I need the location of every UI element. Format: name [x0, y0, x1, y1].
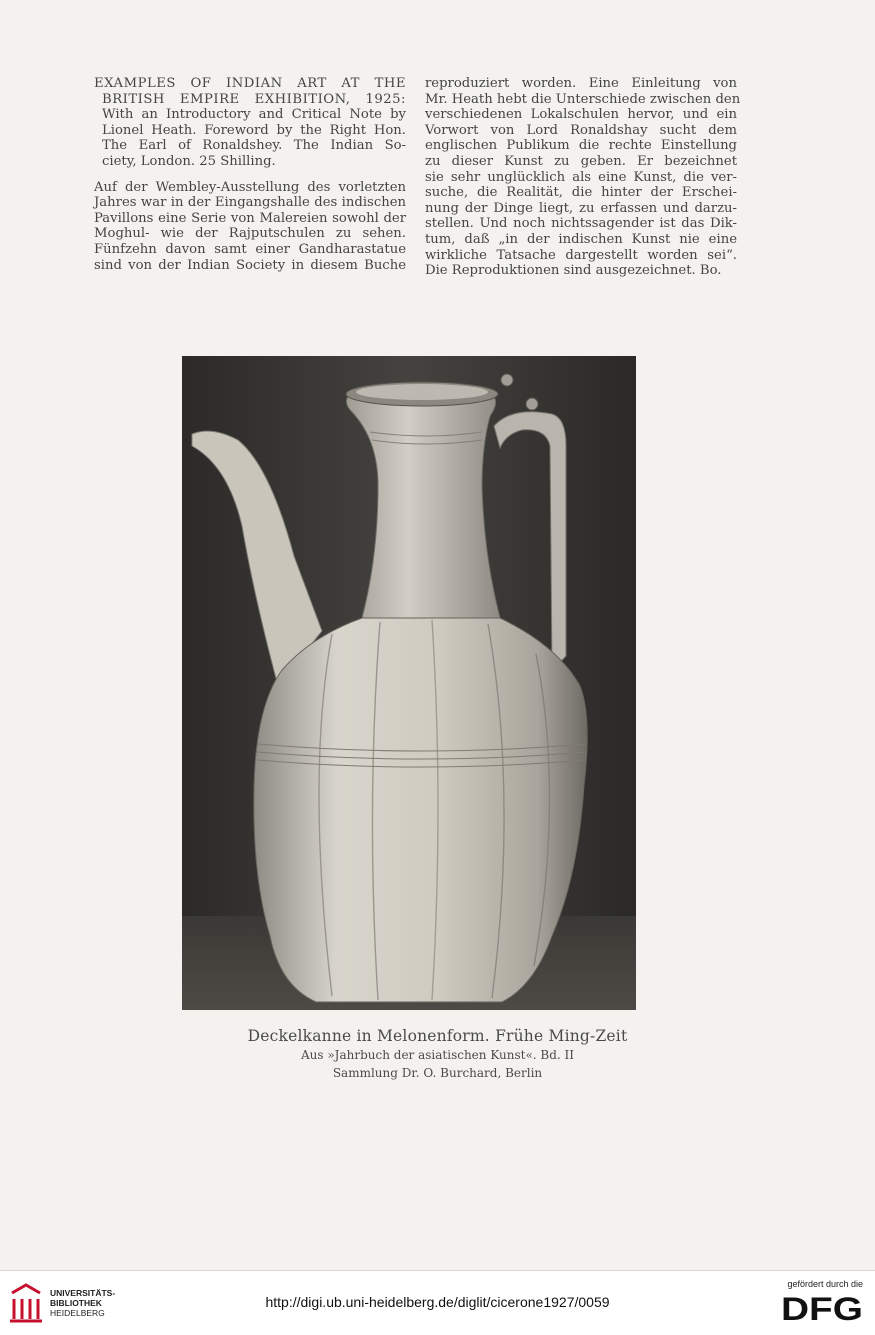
body-line: stellen. Und noch nichtssagender ist das Dik- — [425, 216, 737, 232]
body-line: Fünfzehn davon samt einer Gandharastatue — [94, 241, 406, 257]
library-name-line: BIBLIOTHEK — [50, 1298, 102, 1308]
library-name-line: HEIDELBERG — [50, 1308, 105, 1318]
bib-line: BRITISH EMPIRE EXHIBITION, 1925: — [102, 91, 406, 107]
review-left-column — [94, 76, 406, 273]
digitization-footer — [0, 1270, 875, 1335]
funding-label: gefördert durch die — [787, 1279, 863, 1289]
plate-source: Aus »Jahrbuch der asiatischen Kunst«. Bd. II — [300, 1048, 575, 1062]
ewer-illustration — [182, 356, 636, 1010]
body-line: zu dieser Kunst zu geben. Er bezeichnet — [425, 153, 737, 169]
body-line: tum, daß „in der indischen Kunst nie eine — [425, 231, 737, 247]
bib-line: With an Introductory and Critical Note by — [102, 107, 406, 123]
body-line: suche, die Realität, die hinter der Erschei- — [425, 185, 737, 201]
bib-line: ciety, London. 25 Shilling. — [102, 153, 276, 169]
body-line: reproduziert worden. Eine Einleitung von — [425, 76, 737, 91]
library-name-line: UNIVERSITÄTS- — [50, 1288, 116, 1298]
body-line: nung der Dinge liegt, zu erfassen und darzu- — [425, 200, 737, 216]
body-line: wirkliche Tatsache dargestellt worden sei“. — [425, 247, 737, 263]
bib-line: Lionel Heath. Foreword by the Right Hon. — [102, 122, 406, 138]
dfg-logo-icon — [781, 1293, 863, 1323]
body-line: englischen Publikum die rechte Einstellung — [425, 138, 737, 154]
body-line: Auf der Wembley-Ausstellung des vorletzten — [94, 179, 406, 195]
body-line: Moghul- wie der Rajputschulen zu sehen. — [94, 226, 406, 242]
ewer-photograph — [182, 356, 636, 1010]
bib-line: EXAMPLES OF INDIAN ART AT THE — [94, 76, 406, 91]
body-line: Mr. Heath hebt die Unterschiede zwischen den — [425, 91, 741, 107]
body-line: verschiedenen Lokalschulen hervor, und ein — [425, 107, 737, 123]
plate-collection: Sammlung Dr. O. Burchard, Berlin — [332, 1066, 543, 1080]
plate-caption: Deckelkanne in Melonenform. Frühe Ming-Zeit — [247, 1027, 628, 1045]
body-line: Jahres war in der Eingangshalle des indischen — [94, 195, 406, 211]
permalink[interactable]: http://digi.ub.uni-heidelberg.de/diglit/cicerone1927/0059 — [265, 1294, 610, 1310]
body-line: sind von der Indian Society in diesem Buche — [94, 257, 406, 273]
review-right-column — [425, 76, 741, 279]
body-line: Die Reproduktionen sind ausgezeichnet. Bo. — [425, 263, 722, 279]
body-line: sie sehr unglücklich als eine Kunst, die ver- — [425, 169, 737, 185]
dfg-logo-text: DFG — [781, 1293, 863, 1323]
body-line: Pavillons eine Serie von Malereien sowohl der — [94, 210, 406, 226]
body-line: Vorwort von Lord Ronaldshay sucht dem — [425, 122, 737, 138]
bib-line: The Earl of Ronaldshey. The Indian So- — [102, 138, 406, 154]
